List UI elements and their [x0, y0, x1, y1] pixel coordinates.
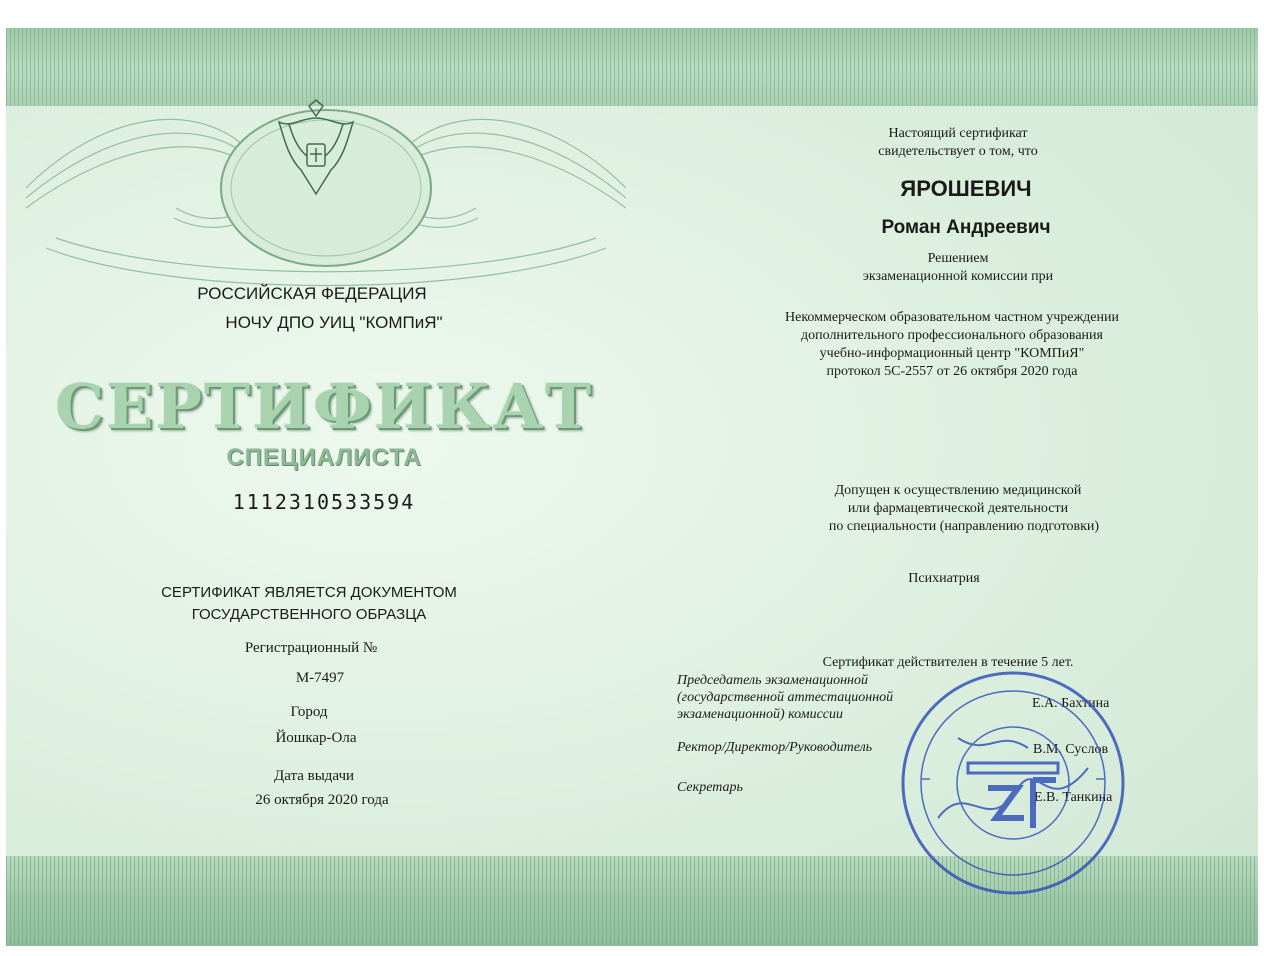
institution-line-2: дополнительного профессионального образования: [801, 328, 1103, 343]
protocol: протокол 5С-2557 от 26 октября 2020 года: [826, 364, 1078, 379]
organization-seal-stamp: [898, 668, 1128, 898]
validity-statement: Сертификат действителен в течение 5 лет.: [822, 655, 1074, 670]
intro-line-1: Настоящий сертификат: [888, 126, 1028, 141]
document-title: СЕРТИФИКАТ: [54, 370, 594, 443]
specialty: Психиатрия: [908, 571, 980, 586]
admission-line-2: или фармацевтической деятельности: [847, 501, 1069, 516]
russian-coat-of-arms-emblem: [271, 98, 361, 208]
registration-value: М-7497: [295, 670, 345, 686]
secretary-name: Е.В. Танкина: [1034, 790, 1113, 805]
admission-line-3: по специальности (направлению подготовки): [828, 519, 1100, 534]
secretary-label: Секретарь: [677, 780, 743, 795]
chair-label-line-3: экзаменационной) комиссии: [677, 707, 843, 722]
organization-name: НОЧУ ДПО УИЦ "КОМПиЯ": [225, 313, 443, 332]
decision-line-1: Решением: [927, 251, 989, 266]
institution-line-1: Некоммерческом образовательном частном учреждении: [785, 310, 1119, 325]
admission-line-1: Допущен к осуществлению медицинской: [834, 483, 1082, 498]
city-label: Город: [290, 704, 328, 720]
issue-date-value: 26 октября 2020 года: [255, 792, 389, 808]
rector-label: Ректор/Директор/Руководитель: [677, 740, 873, 755]
city-value: Йошкар-Ола: [275, 730, 357, 746]
intro-line-2: свидетельствует о том, что: [878, 144, 1038, 159]
serial-number: 1112310533594: [232, 490, 416, 514]
status-line-1: СЕРТИФИКАТ ЯВЛЯЕТСЯ ДОКУМЕНТОМ: [161, 584, 457, 601]
holder-given-names: Роман Андреевич: [881, 217, 1051, 238]
chair-label-line-2: (государственной аттестационной: [677, 690, 894, 705]
chair-name: Е.А. Бахтина: [1032, 696, 1110, 711]
institution-line-3: учебно-информационный центр "КОМПиЯ": [819, 346, 1085, 361]
chair-label-line-1: Председатель экзаменационной: [677, 673, 868, 688]
status-line-2: ГОСУДАРСТВЕННОГО ОБРАЗЦА: [191, 606, 427, 623]
holder-surname: ЯРОШЕВИЧ: [900, 176, 1032, 201]
document-subtitle: СПЕЦИАЛИСТА: [226, 444, 422, 471]
registration-label: Регистрационный №: [244, 640, 378, 656]
issue-date-label: Дата выдачи: [273, 768, 355, 784]
rector-name: В.М. Суслов: [1033, 742, 1109, 757]
country-name: РОССИЙСКАЯ ФЕДЕРАЦИЯ: [197, 284, 427, 303]
decision-line-2: экзаменационной комиссии при: [862, 269, 1054, 284]
